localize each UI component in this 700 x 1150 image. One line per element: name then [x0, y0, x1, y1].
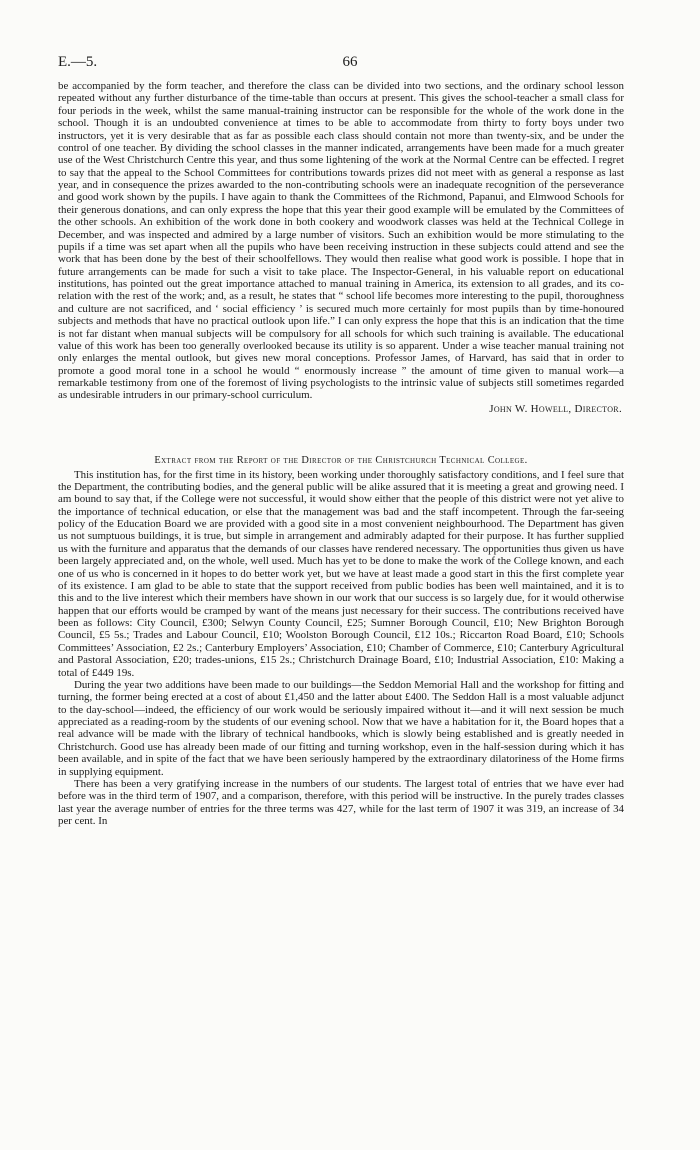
college-paragraph-1: This institution has, for the first time in its history, been working under thoroughly satisfactory conditions, and I feel sure that the Department, the contributing bodies, and the general public will be alike assured that it is meeting a great and growing need. I am bound to say that, if the College were not successful, it would show either that the people of this district were not yet alive to the importance of technical education, or else that the management was bad and the staff incompetent. Through the far-seeing policy of the Education Board we are provided with a good site in a most convenient neighbourhood. The Department has given us not sumptuous buildings, it is true, but simple in arrangement and admirably adapted for their purpose. It has further supplied us with the furniture and apparatus that the demands of our classes have rendered necessary. The opportunities thus given us have been largely appreciated and, on the whole, well used. Much has yet to be done to make the work of the College known, and each one of us who is concerned in it hopes to do better work yet, but we have at least made a good start in this the first complete year of its existence. I am glad to be able to state that the support received from public bodies has been well maintained, and it is to this and to the live interest which their members have shown in our work that our success is so largely due, for it would otherwise happen that our efforts would be cramped by want of the means just necessary for their success. The contributions received have been as follows: City Council, £300; Selwyn County Council, £25; Sumner Borough Council, £10; New Brighton Borough Council, £5 5s.; Trades and Labour Council, £10; Woolston Borough Council, £12 10s.; Riccarton Road Board, £10; Schools Committees’ Association, £2 2s.; Canterbury Employers’ Association, £10; Chamber of Commerce, £10; Canterbury Agricultural and Pastoral Association, £20; trades-unions, £15 2s.; Christchurch Drainage Board, £10; Industrial Association, £10: Making a total of £449 19s.	[58, 468, 624, 679]
director-report-paragraph: be accompanied by the form teacher, and therefore the class can be divided into two sections, and the ordinary school lesson repeated without any further disturbance of the time-table than occurs at present. This gives the school-teacher a small class for four periods in the week, whilst the same manual-training instructor can be responsible for the whole of the work done in the school. Though it is an undoubted convenience at times to be able to accommodate from thirty to forty boys under two instructors, yet it is very desirable that as far as possible each class should contain not more than twenty-six, and be under the control of one teacher. By dividing the school classes in the manner indicated, arrangements have been made for a much greater use of the West Christchurch Centre this year, and thus some lightening of the work at the Normal Centre can be effected. I regret to say that the appeal to the School Committees for contributions towards prizes did not meet with as general a response as last year, and in consequence the prizes awarded to the non-contributing schools were an inadequate recognition of the perseverance and good work shown by the pupils. I have again to thank the Committees of the Richmond, Papanui, and Elmwood Schools for their generous donations, and can only express the hope that this year their good example will be emulated by the Committees of the other schools. An exhibition of the work done in both cookery and woodwork classes was held at the Technical College in December, and was inspected and admired by a large number of visitors. Such an exhibition would be more stimulating to the pupils if a time was set apart when all the pupils who have been receiving instruction in these subjects could attend and see the work that has been done by the best of their schoolfellows. They would then realise what good work is possible. I hope that in future arrangements can be made for such a visit to take place. The Inspector-General, in his valuable report on educational institutions, has pointed out the great importance attached to manual training in America, its extension to all grades, and its co-relation with the rest of the work; and, as a result, he states that “ school life becomes more interesting to the pupil, thoroughness and culture are not sacrificed, and ‘ social efficiency ’ is secured much more certainly for most pupils than by time-honoured subjects and methods that have no practical outlook upon life.” I can only express the hope that this is an indication that the time is not far distant when manual subjects will be compulsory for all schools for which such training is available. The educational value of this work has been too generally overlooked because its utility is so apparent. Under a wise teacher manual training not only enlarges the mental outlook, but gives new moral conceptions. Professor James, of Harvard, has said that in order to promote a good moral tone in a school he would “ enormously increase ” the amount of time given to manual work—a remarkable testimony from one of the foremost of living psychologists to the intrinsic value of subjects still sometimes regarded as undesirable intruders in our primary-school curriculum.	[58, 80, 624, 402]
page-header	[58, 54, 642, 74]
signature: John W. Howell, Director.	[489, 402, 622, 415]
page-body	[58, 80, 624, 827]
college-paragraph-2: During the year two additions have been made to our buildings—the Seddon Memorial Hall and the workshop for fitting and turning, the former being erected at a cost of about £1,450 and the latter about £400. The Seddon Hall is a most valuable adjunct to the day-school—indeed, the efficiency of our work would be seriously impaired without it—and it will next session be much appreciated as a reading-room by the students of our evening school. Now that we have a habitation for it, the Board hopes that a real advance will be made with the library of technical handbooks, which is slowly being established and is greatly needed in Christchurch. Good use has already been made of our fitting and turning workshop, even in the half-session during which it has been available, and in spite of the fact that we have been seriously hampered by the extraordinary dilatoriness of the Home firms in supplying equipment.	[58, 678, 624, 778]
document-code: E.—5.	[58, 54, 98, 70]
college-paragraph-3: There has been a very gratifying increase in the numbers of our students. The largest total of entries that we have ever had before was in the third term of 1907, and a comparison, therefore, with this period will be instructive. In the purely trades classes last year the average number of entries for the three terms was 427, while for the last term of 1907 it was 319, an increase of 34 per cent. In	[58, 777, 624, 827]
page-number: 66	[342, 54, 358, 70]
section-heading: Extract from the Report of the Director of the Christchurch Technical College.	[154, 455, 528, 467]
